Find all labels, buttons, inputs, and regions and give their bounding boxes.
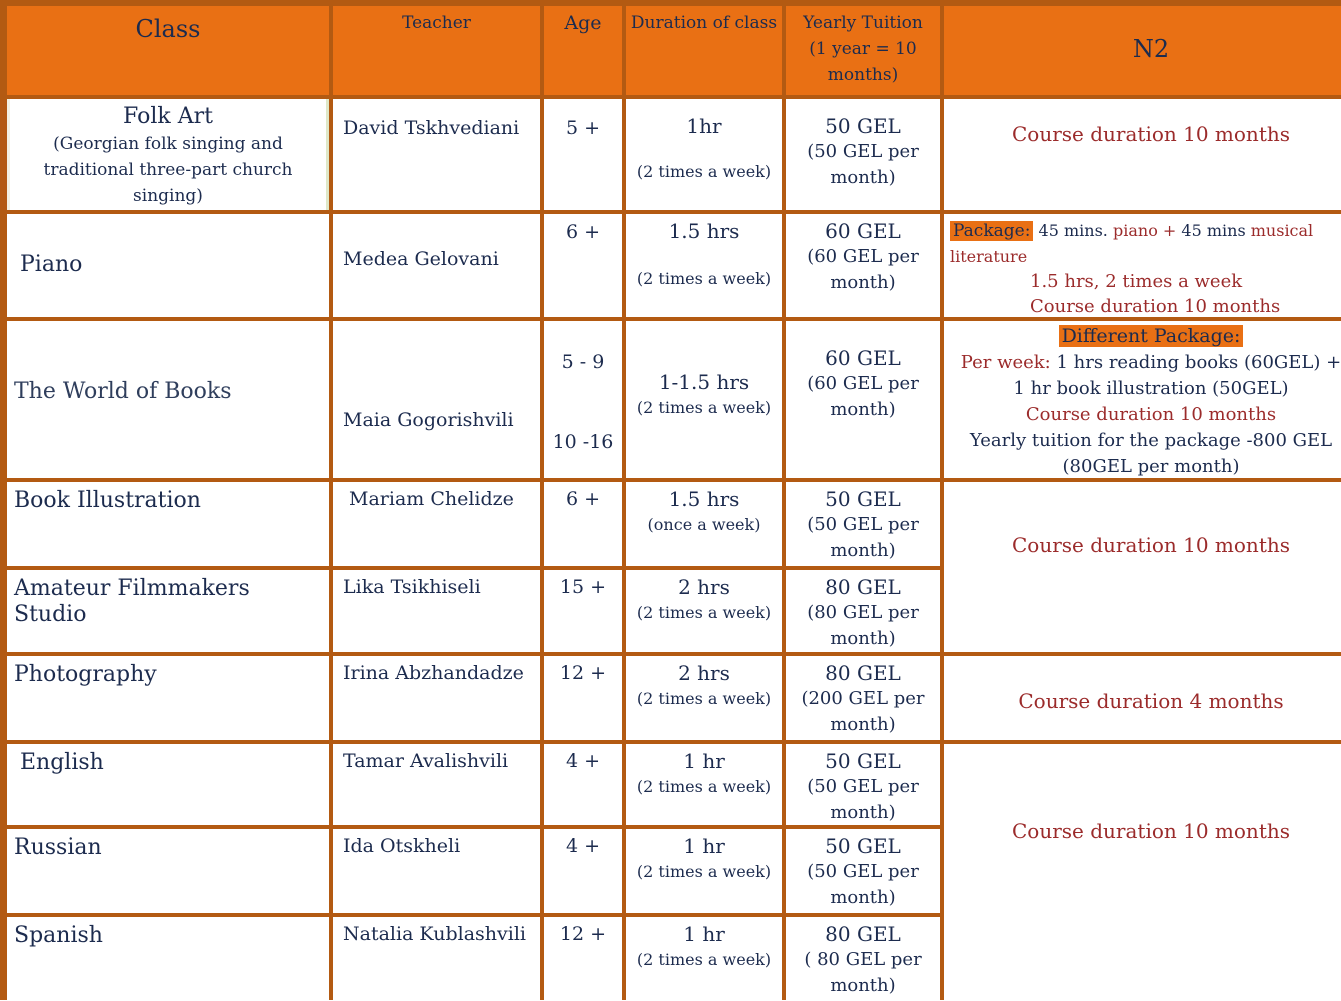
tuition-fee [786,321,940,478]
duration-hours: 1 hr [683,834,725,858]
fee-monthly: ( 80 GEL per month) [804,949,922,996]
teacher-name: Ida Otskheli [333,829,540,913]
fee-yearly: 50 GEL [825,487,901,511]
teacher-name: David Tskhvediani [333,99,540,210]
duration-frequency: (2 times a week) [636,398,772,417]
duration [626,744,782,825]
header-n2: N2 [944,6,1341,95]
fee-yearly: 80 GEL [825,575,901,599]
header-duration: Duration of class [626,6,782,95]
tuition-fee [786,482,940,566]
duration [626,917,782,1001]
class-name: The World of Books [7,321,329,478]
fee-monthly: (200 GEL per month) [801,688,925,735]
class-name: Piano [7,214,329,317]
duration-hours: 1.5 hrs [668,219,740,243]
duration [626,482,782,566]
tuition-fee [786,829,940,913]
class-description: (Georgian folk singing and traditional three-part church singing) [43,134,293,206]
duration-hours: 1 hr [683,749,725,773]
duration [626,656,782,740]
duration-hours: 1 hr [683,922,725,946]
duration-hours: 1.5 hrs [668,487,740,511]
duration-frequency: (2 times a week) [636,603,772,622]
fee-yearly: 60 GEL [825,346,901,370]
tuition-fee [786,214,940,317]
class-name: English [7,744,329,825]
age-range: 4 + [544,744,622,825]
fee-yearly: 50 GEL [825,749,901,773]
fee-monthly: (50 GEL per month) [807,861,919,908]
header-age: Age [544,6,622,95]
class-name: Book Illustration [7,482,329,566]
teacher-name: Maia Gogorishvili [333,321,540,478]
duration-hours: 2 hrs [678,575,730,599]
duration [626,214,782,317]
age-range: 5 - 9 10 -16 [544,321,622,478]
duration-frequency: (2 times a week) [636,162,772,181]
teacher-name: Medea Gelovani [333,214,540,317]
fee-yearly: 50 GEL [825,114,901,138]
class-name: Spanish [7,917,329,1001]
course-note: Course duration 4 months [944,656,1341,740]
age-range: 6 + [544,214,622,317]
age-range: 15 + [544,570,622,652]
duration-frequency: (2 times a week) [636,269,772,288]
header-class: Class [7,6,329,95]
course-note: Course duration 10 months [944,99,1341,210]
age-range: 12 + [544,917,622,1001]
fee-monthly: (80 GEL per month) [807,602,919,649]
duration-frequency: (once a week) [647,515,761,534]
class-name: Russian [7,829,329,913]
fee-yearly: 50 GEL [825,834,901,858]
package-note: Package: 45 mins. piano + 45 mins musical literature 1.5 hrs, 2 times a week Course duration 10 months [944,214,1341,317]
tuition-fee [786,656,940,740]
table-row-folk-art [7,99,329,210]
class-name: Amateur Filmmakers Studio [7,570,329,652]
teacher-name: Mariam Chelidze [333,482,540,566]
duration [626,829,782,913]
age-range: 6 + [544,482,622,566]
tuition-fee [786,99,940,210]
tuition-fee [786,570,940,652]
duration-hours: 2 hrs [678,661,730,685]
age-range: 5 + [544,99,622,210]
duration [626,321,782,478]
duration-frequency: (2 times a week) [636,950,772,969]
duration-frequency: (2 times a week) [636,689,772,708]
duration-hours: 1hr [686,114,722,138]
duration [626,570,782,652]
duration-hours: 1-1.5 hrs [658,370,750,394]
duration-frequency: (2 times a week) [636,862,772,881]
package-tag: Package: [950,221,1033,241]
duration-frequency: (2 times a week) [636,777,772,796]
class-name: Folk Art [123,104,213,129]
fee-monthly: (60 GEL per month) [807,246,919,293]
teacher-name: Irina Abzhandadze [333,656,540,740]
tuition-fee [786,744,940,825]
header-teacher: Teacher [333,6,540,95]
fee-yearly: 60 GEL [825,219,901,243]
duration [626,99,782,210]
tuition-fee [786,917,940,1001]
age-range: 12 + [544,656,622,740]
fee-yearly: 80 GEL [825,922,901,946]
teacher-name: Tamar Avalishvili [333,744,540,825]
age-range: 4 + [544,829,622,913]
fee-monthly: (50 GEL per month) [807,514,919,561]
package-tag: Different Package: [1059,325,1244,347]
class-name: Photography [7,656,329,740]
teacher-name: Lika Tsikhiseli [333,570,540,652]
fee-monthly: (60 GEL per month) [807,373,919,420]
fee-yearly: 80 GEL [825,661,901,685]
fee-monthly: (50 GEL per month) [807,776,919,823]
course-note: Course duration 10 months [944,744,1341,1001]
header-tuition: Yearly Tuition (1 year = 10 months) [786,6,940,95]
fee-monthly: (50 GEL per month) [807,141,919,188]
course-note: Course duration 10 months [944,482,1341,652]
package-note: Different Package: Per week: 1 hrs reading books (60GEL) + 1 hr book illustration (50GEL) Course duration 10 months Yearly tuition for the package -800 GEL (80GEL per month) [944,321,1341,478]
teacher-name: Natalia Kublashvili [333,917,540,1001]
